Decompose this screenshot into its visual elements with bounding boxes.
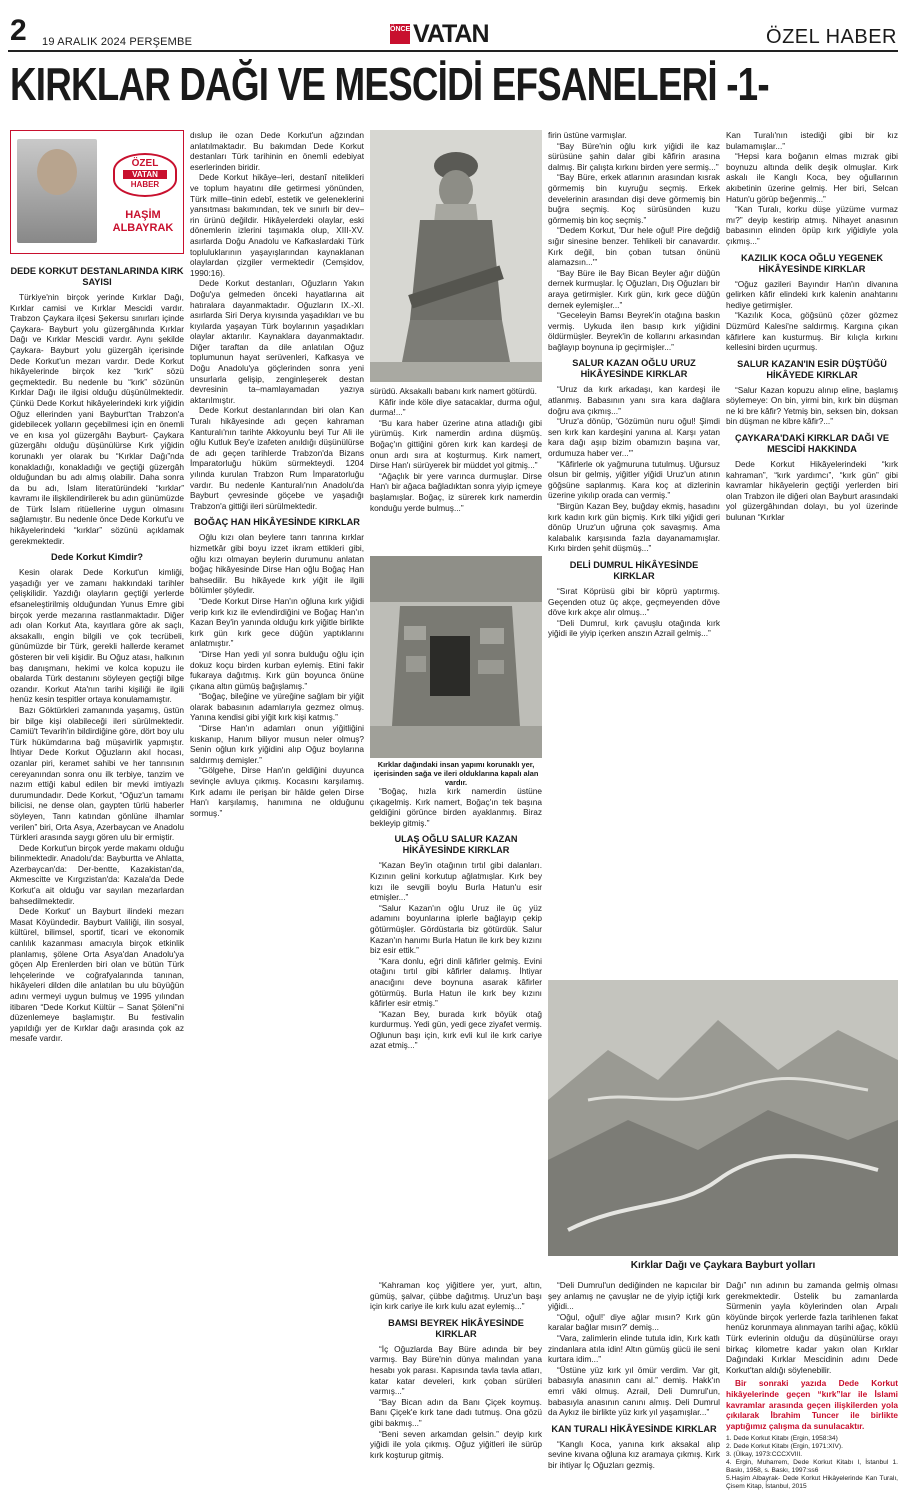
paragraph: “Kazan Bey, burada kırk böyük otağ kurdurmuş. Yedi gün, yedi gece ziyafet vermiş. Oğlunun başı için, kırk evli kul ile kırk cariye azat etmiş...” (370, 1008, 542, 1051)
author-name (107, 209, 179, 235)
paragraph: “Kazılık Koca, göğsünü çözer gözmez Düzmürd Kalesi'ne saldırmış. Kargına çıkan kâfirlere kan kusturmuş. Bir kılıçla kırkını kellesini birden uçurmuş. (726, 310, 898, 353)
issue-date: 19 ARALIK 2024 PERŞEMBE (42, 36, 193, 48)
author-box (10, 130, 184, 254)
paragraph: “Kara donlu, eğri dinli kâfirler gelmiş. Evini otağını tırtıl gibi kâfirler dalamış. İhtiyar anacığını deve boynuna asarak kâfirler götürmüş. Burla Hatun ile kırk bey kızını kâfirler esir etmiş.” (370, 955, 542, 1009)
paragraph: “Üstüne yüz kırk yıl ömür verdim. Var git, babasıyla anasının canı al.” demiş. Hakk'ın emri vâki olmuş. Azrail, Deli Dumrul'un, babasıyla anasının canını almış. Deli Dumrul da Aykız ile birlikte yüz kırk yıl yaşamışlar...” (548, 1364, 720, 1418)
paragraph: dıslup ile ozan Dede Korkut'un ağzından anlatılmaktadır. Bu bakımdan Dede Korkut destanları Türk tarihinin en önemli edebiyat eserlerinden biridir. (190, 130, 364, 172)
column-3-mid (370, 786, 542, 1276)
paragraph: Kâfir inde köle diye satacaklar, durma oğul, durma!...” (370, 396, 542, 418)
subheading: DEDE KORKUT DESTANLARINDA KIRK SAYISI (10, 266, 184, 287)
paragraph: “Dede Korkut Dirse Han'ın oğluna kırk yiğidi verip kırk kız ile evlendirdiğini ve Boğaç Han'ın Kazan Bey'in yanında olduğu kırk yiğitle birlikte kırk gün kırk gece düğün yaptıklarını anlatmıştır.” (190, 595, 364, 649)
column-4-bottom (548, 1280, 720, 1498)
paragraph: “Hepsi kara boğanın elmas mızrak gibi boynuzu altında delik deşik olmuşlar. Kırk askalı ile Kanglı Koca, bey oğullarının akıbetinin üzerine gelmiş. Her biri, Selcan Hatun'u görüp beğenmiş...” (726, 151, 898, 204)
mountain-road-photo (548, 980, 898, 1256)
section-title: ÖZEL HABER (766, 26, 897, 48)
footnote: 5.Haşim Albayrak- Dede Korkut Hikâyelerinde Kan Turalı, Çisem Kitap, İstanbul, 2015 (726, 1475, 898, 1491)
footnote: 4. Ergin, Muharrem, Dede Korkut Kitabı I, İstanbul 1. Baskı, 1958, s. Baskı, 1997:ss6 (726, 1459, 898, 1475)
paragraph: “Bay Büre'nin oğlu kırk yiğidi ile kaz sürüsüne şahin dalar gibi kâfirin arasına dalmış. Bir çalışta kırkını birden yere sermiş...” (548, 140, 720, 172)
paragraph: Dede Korkut destanları, Oğuzların Yakın Doğu'ya gelmeden önceki hayatlarına ait hatıralara dayanmaktadır. Oğuzların IX.-XI. asırlarda Siri Derya kıyısında yaşadıkları ve bu kıyılarda yaşayan Türk boylarının yaşadıkları olaylar aktarılır. Kaynaklara dayanmaktadır. Diğer taraftan da dile anlatılan Oğuz toplumunun hayat serüvenleri, Kafkasya ve Doğu Anadolu'ya göçlerinden sonra yeni unsurlarla gelişip, zenginleşerek destan devresinin ta–mamlayamadan yazıya aktarılmıştır. (190, 278, 364, 405)
paragraph: Dede Korkut' un Bayburt ilindeki mezarı Masat Köyündedir. Bayburt Valiliği, ilin sosyal, kültürel, bilimsel, sportif, ticari ve ekonomik canlılık kazanması amacıyla birçok etkinlik planlamış, şölene Orta Asya'dan Anadolu'ya göçen Alp Erenlerden biri olan ve bütün Türk lehçelerinde ve coğrafyalarında tanınan, hikâyeleri dilden dile anlatılan bu ulu büyüğün adını vermeyi uygun bulmuş ve 1995 yılından itibaren “Dede Korkut Kültür – Sanat Şöleni”ni düzenlemeye başlamıştır. Bu festivalin yapıldığı yer de Kırklar dağı arasında çok az mesafe vardır. (10, 906, 184, 1044)
paragraph: “Uruz'a dönüp, 'Gözümün nuru oğul! Şimdi sen kırk kan kardeşini yanına al. Karşı yatan kara dağı aşıp bizim obamızın başına var, ordumuza haber ver...'” (548, 416, 720, 459)
paragraph: “Kazan Bey'in otağının tırtıl gibi dalanları. Kızının gelini korkutup ağlatmışlar. Kırk bey kızı ile sevgili boylu Burla Hatun'u esir etmişler...” (370, 860, 542, 903)
column-1 (10, 260, 184, 1498)
subheading: KAN TURALI HİKÂYESİNDE KIRKLAR (551, 1423, 717, 1434)
paragraph: Dede Korkut destanlarından biri olan Kan Turalı hikâyesinde adı geçen kahraman Kanturalı'nın tarihte Akkoyunlu beyi Tur Ali ile oğlu Kutluk Bey'e izafeten anıldığı düşünülürse de adı geçen tarihlerde Trabzon'da Bizans İmparatorluğu hüküm sürmekteydi. 1204 yılında kurulan Trabzon Rum İmparatorluğu vardır. Bu nedenle Kanturalı'nın Anadolu'da Bayburt çevresinde göçebe ve yaşadığı Trabzon'a gittiği ileri sürülmektedir. (190, 405, 364, 511)
newspaper-logo (390, 22, 489, 46)
paragraph: “Vara, zalimlerin elinde tutula idin, Kırk katlı zindanlara atıla idin! Altın gümüş gücü ile seni kurtara idim...” (548, 1332, 720, 1365)
footnote: 2. Dede Korkut Kitabı (Ergin, 1971:XIV). (726, 1443, 843, 1451)
shelter-photo-caption: Kırklar dağındaki insan yapımı korunaklı yer, içerisinden sağa ve ileri olduklarına kapalı alan vardır. (373, 760, 539, 787)
stone-shelter-photo (370, 556, 542, 758)
badge-line-1: ÖZEL (131, 158, 159, 169)
badge-line-3: HABER (130, 180, 160, 189)
page-number: 2 (10, 14, 27, 47)
paragraph: firin üstüne varmışlar. (548, 130, 627, 140)
author-last-name: ALBAYRAK (112, 222, 174, 234)
footnote: 3. (Ülkay, 1973:CCCXVIII. (726, 1451, 803, 1459)
mountain-photo-caption: Kırklar Dağı ve Çaykara Bayburt yolları (630, 1260, 816, 1271)
page-header (0, 0, 907, 52)
paragraph: Türkiye'nin birçok yerinde Kırklar Dağı, Kırklar camisi ve Kırklar Mescidi vardır. Trabzon Çaykara ilçesi Şekersu sınırları içinde Çaykara- Bayburt yolu güzergâhında Kırklar Dağı ve Kırklar Mescidi vardır. Aynı şekilde Çaykara- Bayburt yolu güzergâh içerisinde Dede Korkut'un mezarı vardır. Dede Korkut hikâyelerinde birçok kez “kırk” sözü geçmektedir. Bu nedenle bu “kırk” sözünün Kırklar Dağı ile ilgisi olduğu düşünülmektedir. Çünkü Dede Korkut hikâyelerindeki kırk yiğidin Oğuz ellerinden yani Bayburt'tan Trabzon'a gidebilecek yolların geçebilmesi için en önemli ve en kısa yol güzergâhı Bayburt- Çaykara güzergâhı olduğu düşünülürse Kırk yiğidin korunaklı yer olarak bu “Kırklar Dağı”nda konakladığı, konakladığı ve geçtiği güzergâh olduğundan bu adı almış olabilir. Daha sonra da bu adı, İslam literatüründeki “kırklar” kavramı ile ilişkilendirilerek bu adın günümüzde de Türk İslam ritüellerine uygun olmasını sağlamıştır. Bu nedenle önce Dede Korkut'u ve hikâyelerindeki “kırklar” sözünü açıklamak gerekmektedir. (10, 292, 184, 546)
paragraph: Kesin olarak Dede Korkut'un kimliği, yaşadığı yer ve zamanı hakkındaki tarihler çelişkilidir. Yazdığı olayların geçtiği yerlerde efsaneleştirilmiş olduğundan Yunus Emre gibi birçok yerde mezarına rastlanmaktadır. Diğer adı olan Korkut Ata, kayıtlara göre ak saçlı, aksakallı, engin bilgili ve çok tecrübeli, günümüzde bir Türk, gerekli hallerde keramet gösteren bir veli kişidir. Bu Oğuz atası, halkının baş danışmanı, hekimi ve kolca kopuzu ile obalarda Türk destanını söyleyen geçtiği bilge ozandır. Korkut Ata'nın tarihi kişiliği ile ilgili henüz kesin tespitler ortaya konulamamıştır. (10, 567, 184, 705)
subheading: KAZILIK KOCA OĞLU YEGENEK HİKÂYESİNDE KIRKLAR (741, 252, 883, 274)
subheading: SALUR KAZAN'IN ESİR DÜŞTÜĞÜ HİKÂYEDE KIRKLAR (737, 358, 887, 380)
paragraph: “Bu kara haber üzerine atına atladığı gibi yürümüş. Kırk namerdin ardına düşmüş. Boğaç'ın gittiğini gören kırk kan kardeşi de onun ardı sıra at koşturmuş. Kırk namert, Dirse Han'ı sürüyerek bir müddet yol gitmiş...” (370, 417, 542, 471)
logo-flag-icon: ÖNCE (390, 24, 410, 44)
paragraph: “Deli Dumrul'un dediğinden ne kapıcılar bir şey anlamış ne çavuşlar ne de yiyip içtiği kırk yiğidi... (548, 1280, 720, 1312)
paragraph: “Bay Büre, erkek atlarının arasından kısrak görmemiş bin kuyruğu seçmiş. Erkek develerinin arasından dişi deve görmemiş bin buğra seçmiş. Koç sürüsünden kuzu görmemiş bin koç seçmiş.” (548, 172, 720, 225)
ozel-haber-badge (113, 153, 177, 197)
column-2 (190, 130, 364, 1498)
column-5 (726, 130, 898, 976)
paragraph: “Bay Büre ile Bay Bican Beyler ağır düğün dernek kurmuşlar. İç Oğuzları, Dış Oğuzları bir araya getirmişler. Kırk gün, kırk gece düğün dernek eylemişler...” (548, 267, 720, 310)
paragraph: “Ağaçlık bir yere varınca durmuşlar. Dirse Han'ı bir ağaca bağladıktan sonra yiyip içmeye başlamışlar. Boğaç, iz sürerek kırk namerdin konduğu yerde bulmuş...” (370, 470, 542, 513)
paragraph: Oğlu kızı olan beylere tanrı tanrına kırklar hizmetkâr gibi boyu izzet ikram ettikleri gibi, oğlu kızı olmayan beylerin durumunu anlatan boğaç hikâyesinde Dirse Han oğlu Boğaç Han bahsedilir. Bu hikâyede kırk yiğit ile ilgili bölümler şöyledir. (190, 532, 364, 596)
footnotes (726, 1435, 898, 1491)
subheading: DELİ DUMRUL HİKÂYESİNDE KIRKLAR (569, 559, 699, 581)
subheading: Dede Korkut Kimdir? (51, 552, 143, 563)
subheading: ÇAYKARA'DAKİ KIRKLAR DAĞI VE MESCİDİ HAKKINDA (735, 433, 889, 455)
header-rule (8, 50, 898, 52)
paragraph: “Dirse Han yedi yıl sonra bulduğu oğlu için dokuz koçu birden kurban eylemiş. Etini fakir fukaraya dağıtmış. Kırk gün boyunca önüne çıkana altın gümüş bağışlamış.” (190, 648, 364, 691)
paragraph: “Deli Dumrul, kırk çavuşlu otağında kırk yiğidi ile yiyip içerken anszın Azrail gelmiş...” (548, 617, 720, 639)
paragraph: “Kanglı Koca, yanına kırk aksakal alıp sevine kıvana oğluna kız aramaya çıkmış. Kırk bir ihtiyar İç Oğuzları gezmiş. (548, 1438, 720, 1470)
headline: KIRKLAR DAĞI VE MESCİDİ EFSANELERİ -1- (10, 58, 769, 110)
author-first-name: HAŞİM (125, 209, 161, 221)
paragraph: “Oğul, oğul!' diye ağlar mısın? Kırk gün karalar bağlar mısın?' demiş... (548, 1311, 720, 1333)
paragraph: “Beni seven arkamdan gelsin.” deyip kırk yiğidi ile yola çıkmış. Oğuz yiğitleri ile sürüp kırk koşturup gitmiş. (370, 1428, 542, 1460)
paragraph: “Oğuz gazileri Bayındır Han'ın divanına gelirken kâfir elindeki kırk kalenin anahtarını hediye getirmişler. (726, 278, 898, 310)
paragraph: “Dirse Han'ın adamları onun yiğitliğini kıskanıp, Hanım biliyor musun neler olmuş? Senin oğlun kırk yiğidini alıp Oğuz boylarına saldırmış demişler.” (190, 723, 364, 765)
column-3-bottom (370, 1280, 542, 1498)
author-photo (17, 139, 97, 243)
subheading: SALUR KAZAN OĞLU URUZ HİKÂYESİNDE KIRKLAR (572, 358, 696, 380)
column-5-bottom (726, 1280, 898, 1498)
paragraph: “Kan Turalı, korku düşe yüzüme vurmaz mı?” deyip kestirip atmış. Nihayet anasının babasının elinden öpüp kırk yiğidiyle yola çıkmış...” (726, 204, 898, 246)
footnote: 1. Dede Korkut Kitabı (Ergin, 1958:34) (726, 1435, 838, 1443)
paragraph: “Salur Kazan kopuzu alınıp eline, başlamış söylemeye: On bin, yirmi bin, kırk bin düşman ne ki bre kâfir? Yetmiş bin, seksen bin, doksan bin düşman ne kibre kâfir?...” (726, 384, 898, 427)
paragraph: “İç Oğuzlarda Bay Büre adında bir bey varmış. Bay Büre'nin dünya malından yana hesabı yok parası. Kapısında tavla tavla atları, katar katar develeri, kırk çoban sürüleri varmış...” (370, 1343, 542, 1397)
paragraph: sürüdü. Aksakallı babanı kırk namert götürdü. (370, 386, 537, 396)
statue-photo (370, 130, 542, 382)
column-3-top (370, 386, 542, 546)
paragraph: Kan Turalı'nın istediği gibi bir kız bulamamışlar...” (726, 130, 898, 151)
subheading: ULAŞ OĞLU SALUR KAZAN HİKÂYESİNDE KIRKLAR (394, 834, 518, 856)
paragraph: “Bay Bican adın da Banı Çiçek koymuş. Banı Çiçek'e kırk tane dadı tutmuş. Ona gözü gibi bakmış...” (370, 1396, 542, 1428)
subheading: BAMSI BEYREK HİKÂYESİNDE KIRKLAR (388, 1317, 524, 1339)
paragraph: “Boğaç, hızla kırk namerdin üstüne çıkagelmiş. Kırk namert, Boğaç'ın tek başına geldiğini görünce birden ayaklanmış. Biraz bekleyip gitmiş.” (370, 786, 542, 828)
paragraph: Bazı Göktürkleri zamanında yaşamış, üstün bir bilge kişi olabileceği ileri sürülmektedir. Camiü't Tevarih'in bildirdiğine göre, dört boy ulu Türk hükümdarına bağ müşavirlik yapmıştır. İhtiyar Dede Korkut Oğuzların akıl hocası, ozanlar piri, keramet sahibi ve her tanrısının cereyanından sonra onu ilk terbiye, tanzim ve nazım ettiği kabul edilen bir mevki imtiyazlı durumundadır. Dede Korkut, “Oğuz'un tamamı bilicisi, ne dense olan, gaypten türlü haberler söyleyen, Tanrı katından gönlüne ilhamlar verilen” biri, Orta Asya, Azerbaycan ve Anadolu Türkleri arasında saygı gören ulu bir ermiştir. (10, 704, 184, 843)
subheading: BOĞAÇ HAN HİKÂYESİNDE KIRKLAR (194, 517, 360, 528)
paragraph: “Salur Kazan'ın oğlu Uruz ile üç yüz adamını boyunlarına iplerle bağlayıp çekip götürmüşler. Gördüstarla biz götürdük. Salur Kazan'ın hanımı Burla Hatun ile kırk bey kızını biz esir ettik.” (370, 902, 542, 956)
closing-note: Bir sonraki yazıda Dede Korkut hikâyelerinde geçen “kırk”lar ile İslami kavramlar arasında geçen ilişkilerden yola çıkılarak İbrahim Tuncer ile birlikte yaptığımız çalışma da sunulacaktır. (726, 1378, 898, 1431)
paragraph: Dağı” nın adının bu zamanda gelmiş olması gerekmektedir. Üstelik bu zamanlarda Sürmenin yayla köylerinden olan Arpalı köyünde birçok yerlerde fazla tarihlenen fakat henüz korunmaya alınmayan tarihi ağaç, köklü Türk evlerinin olduğu da düşünülürse orayı birkaç kilometre kadar yakın olan Kırklar Dağındaki Kırklar Mescidinin adını Dede Korkut'tan aldığı söylenebilir. (726, 1280, 898, 1375)
paragraph: “Boğaç, bileğine ve yüreğine sağlam bir yiğit olarak babasının adamlarıyla gezmez olmuş. Yanına kendisi gibi yiğit kırk kişi katmış.” (190, 691, 364, 723)
paragraph: “Geceleyin Bamsı Beyrek'in otağına baskın vermiş. Uykuda ilen basıp kırk yiğidini öldürmüşler. Beyrek'in de kollarını arkasından bağlayıp boynuna ip geçirmişler...” (548, 310, 720, 352)
logo-name: VATAN (413, 20, 489, 48)
paragraph: “Sırat Köprüsü gibi bir köprü yaptırmış. Geçenden otuz üç akçe, geçmeyenden döve döve kırk akçe alır olmuş...” (548, 585, 720, 618)
paragraph: Dede Korkut hikâye–leri, destanî nitelikleri ve toplum hayatını dile getirmesi yönünden, Türk mille–tinin edebî, estetik ve geleneklerini yansıtması bakımından, tek ve sınırlı bir dev–rin ürünü değildir. Hikâyelerdeki olaylar, eski dönemlerin izlerini taşımakla olup, XIII-XV. asırlarda Doğu Anadolu ve Kafkaslardaki Türk topluluklarının yaşayışlarından kaynaklanan olaylardan çizgiler vermektedir (Cemşidov, 1990:16). (190, 172, 364, 278)
paragraph: “Kahraman koç yiğitlere yer, yurt, altın, gümüş, şalvar, çübbe dağıtmış. Uruz'un başı için kırk cariye ile kırk kulu azat eylemiş...” (370, 1280, 542, 1312)
paragraph: “Gölgehe, Dirse Han'ın geldiğini duyunca sevinçle avluya çıkmış. Kocasını karşılamış. Kırk adamı ile perişan bir hâlde gelen Dirse Han'ı karşılamış, hanımına ne olduğunu sormuş.” (190, 765, 364, 818)
paragraph: “Dedem Korkut, 'Dur hele oğul! Pire değdiğ sığır sinesine benzer. Tehlikeli bir canavardır. Kırk değil, bin çoban tutsan önünü alamazsın...'” (548, 225, 720, 268)
paragraph: “Kâfirlerle ok yağmuruna tutulmuş. Uğursuz olsun bir gelmiş, yiğitler yiğidi Uruz'un atının göğsüne saplanmış. Kara koç at dizlerinin üzerine yıkılıp orada can vermiş.” (548, 458, 720, 501)
paragraph: “Uruz da kırk arkadaşı, kan kardeşi ile atlanmış. Babasının yanı sıra kara dağlara doğru ava çıkmış...” (548, 384, 720, 416)
paragraph: “Birgün Kazan Bey, buğday ekmiş, hasadını kırk kadın kırk gün biçmiş. Kırk tilki yiğidi geri dönüp Uruz'un uğruna çok savaşmış. Ama kalabalık karşısında fazla dayanamamışlar. Kırkı birden şehit düşmüş...” (548, 501, 720, 554)
badge-line-2: VATAN (123, 170, 167, 179)
paragraph: Dede Korkut'un birçok yerde makamı olduğu bilinmektedir. Anadolu'da: Bayburtta ve Ahlatta, Azerbaycan'da: Der-bentte, Kazakistan'da, Akmescitte ve Kırgızistan'da: Kazala'da Dede Korkut'a ait olduğu var sayılan mezarlardan bahsedilmektedir. (10, 842, 184, 906)
paragraph: Dede Korkut Hikâyelerindeki “kırk kahraman”, “kırk yardımcı”, “kırk gün” gibi kavramlar hikâyelerin geçtiği yerlerden biri olan Trabzon ile diğeri olan Bayburt arasındaki yol güzergâhından dolayı, bu yol üzerinde bulunan “Kırklar (726, 459, 898, 523)
